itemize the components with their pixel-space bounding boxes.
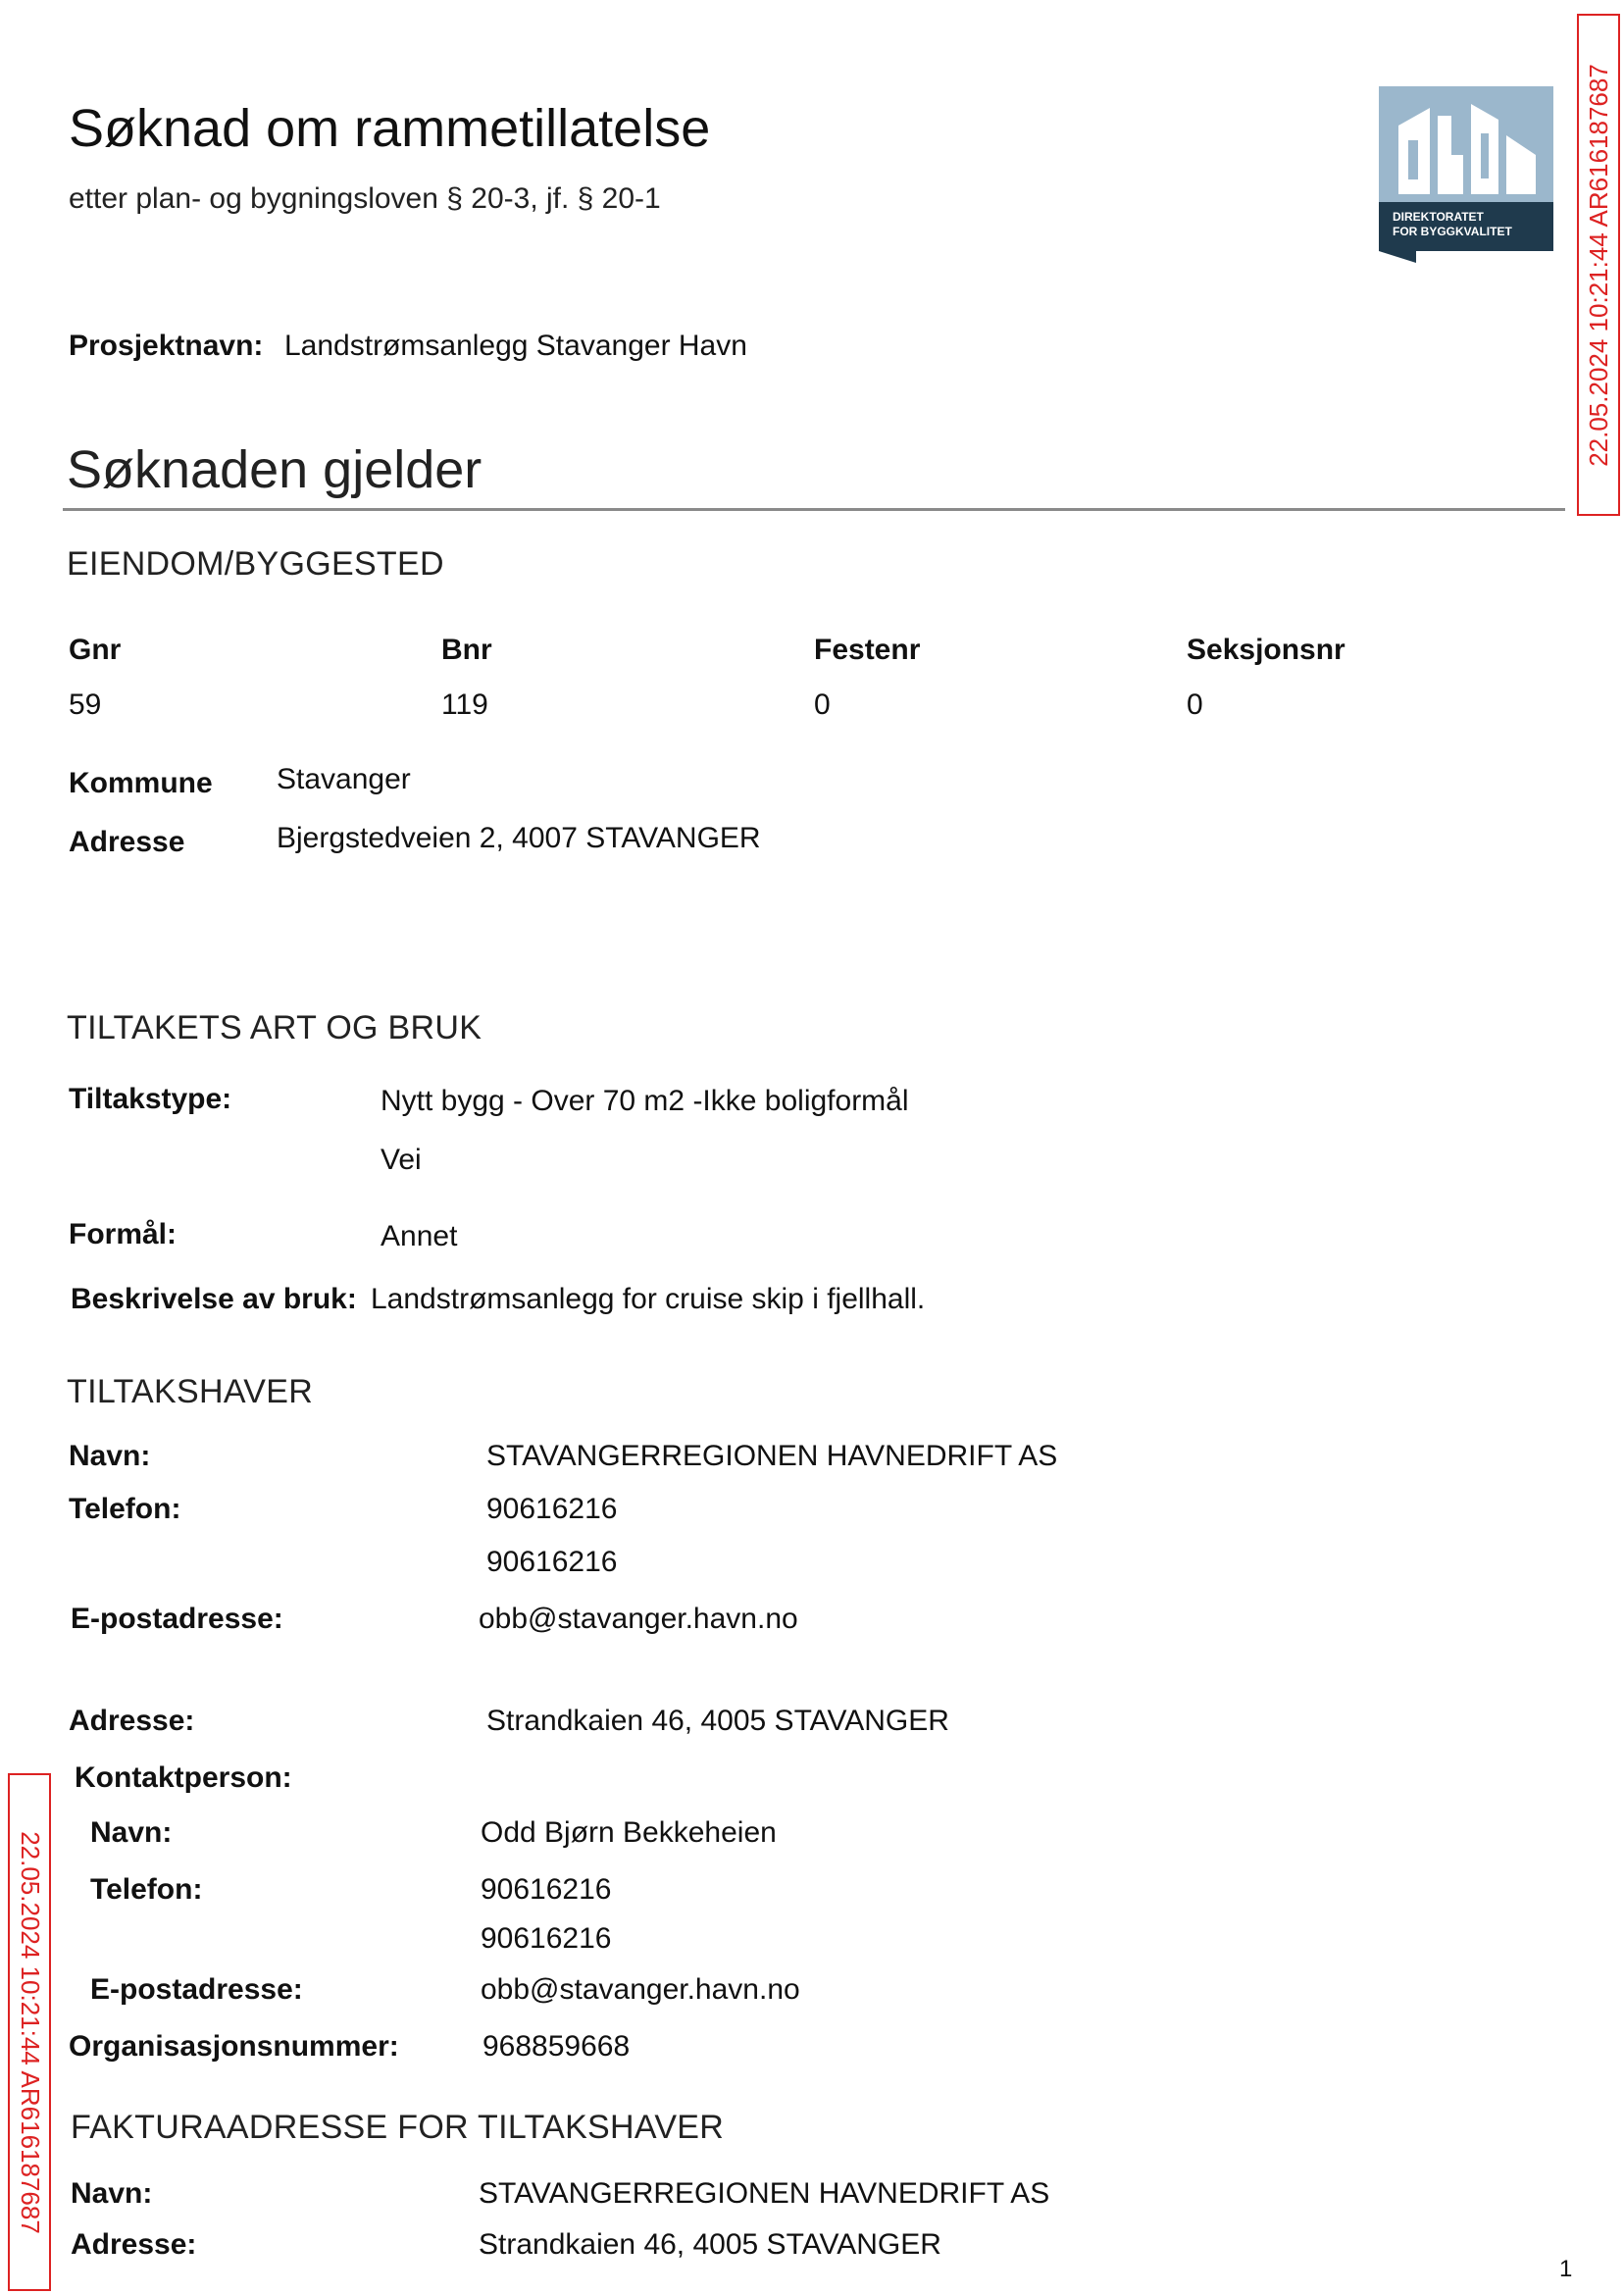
document-subtitle: etter plan- og bygningsloven § 20-3, jf. § 20-1 — [69, 182, 661, 215]
applicant-address-label: Adresse: — [69, 1705, 195, 1737]
logo-text-line1: DIREKTORATET — [1393, 210, 1484, 224]
page-number: 1 — [1559, 2256, 1573, 2282]
adresse-label: Adresse — [69, 826, 185, 858]
billing-name-label: Navn: — [71, 2177, 153, 2210]
logo-tab — [1379, 251, 1416, 263]
applicant-name-value: STAVANGERREGIONEN HAVNEDRIFT AS — [486, 1440, 1058, 1472]
contact-phone-value-1: 90616216 — [481, 1873, 612, 1906]
contact-email-value: obb@stavanger.havn.no — [481, 1973, 800, 2006]
adresse-value: Bjergstedveien 2, 4007 STAVANGER — [277, 822, 761, 854]
billing-address-value: Strandkaien 46, 4005 STAVANGER — [479, 2228, 941, 2261]
festenr-value: 0 — [814, 688, 831, 721]
measure-type-value-1: Nytt bygg - Over 70 m2 -Ikke boligformål — [381, 1085, 909, 1117]
contact-phone-label: Telefon: — [90, 1873, 203, 1906]
contact-person-label: Kontaktperson: — [75, 1761, 292, 1794]
gnr-label: Gnr — [69, 634, 122, 666]
usage-label: Beskrivelse av bruk: — [71, 1283, 357, 1315]
applicant-name-label: Navn: — [69, 1440, 151, 1472]
stamp-text: 22.05.2024 10:21:44 AR616187687 — [15, 1830, 45, 2234]
contact-email-label: E-postadresse: — [90, 1973, 303, 2006]
measure-type-value-2: Vei — [381, 1144, 422, 1176]
contact-phone-value-2: 90616216 — [481, 1922, 612, 1955]
timestamp-stamp-right — [1577, 14, 1620, 516]
contact-name-label: Navn: — [90, 1816, 173, 1849]
purpose-label: Formål: — [69, 1218, 178, 1250]
bnr-label: Bnr — [441, 634, 492, 666]
document-title: Søknad om rammetillatelse — [69, 99, 711, 158]
measure-type-label: Tiltakstype: — [69, 1083, 232, 1115]
project-name-label: Prosjektnavn: — [69, 330, 264, 362]
buildings-icon — [1379, 86, 1553, 202]
applicant-phone-label: Telefon: — [69, 1493, 181, 1525]
measure-heading: TILTAKETS ART OG BRUK — [67, 1009, 482, 1046]
property-heading: EIENDOM/BYGGESTED — [67, 545, 444, 583]
contact-name-value: Odd Bjørn Bekkeheien — [481, 1816, 777, 1849]
billing-heading: FAKTURAADRESSE FOR TILTAKSHAVER — [71, 2109, 725, 2146]
applicant-phone-value-1: 90616216 — [486, 1493, 618, 1525]
billing-address-label: Adresse: — [71, 2228, 197, 2261]
stamp-text: 22.05.2024 10:21:44 AR616187687 — [1583, 63, 1613, 467]
section-title: Søknaden gjelder — [67, 440, 482, 499]
purpose-value: Annet — [381, 1220, 458, 1252]
logo-text — [1393, 210, 1512, 239]
section-divider — [63, 508, 1565, 511]
kommune-label: Kommune — [69, 767, 213, 799]
project-name-value: Landstrømsanlegg Stavanger Havn — [284, 330, 747, 362]
timestamp-stamp-left — [8, 1773, 51, 2291]
bnr-value: 119 — [441, 688, 488, 721]
applicant-phone-value-2: 90616216 — [486, 1546, 618, 1578]
org-number-value: 968859668 — [482, 2030, 631, 2063]
dibk-logo — [1379, 86, 1553, 279]
applicant-heading: TILTAKSHAVER — [67, 1373, 314, 1410]
seksjonsnr-label: Seksjonsnr — [1187, 634, 1345, 666]
usage-value: Landstrømsanlegg for cruise skip i fjellhall. — [371, 1283, 926, 1315]
applicant-email-label: E-postadresse: — [71, 1603, 283, 1635]
applicant-address-value: Strandkaien 46, 4005 STAVANGER — [486, 1705, 949, 1737]
billing-name-value: STAVANGERREGIONEN HAVNEDRIFT AS — [479, 2177, 1050, 2210]
logo-text-line2: FOR BYGGKVALITET — [1393, 225, 1512, 238]
kommune-value: Stavanger — [277, 763, 411, 795]
org-number-label: Organisasjonsnummer: — [69, 2030, 399, 2063]
seksjonsnr-value: 0 — [1187, 688, 1203, 721]
applicant-email-value: obb@stavanger.havn.no — [479, 1603, 798, 1635]
gnr-value: 59 — [69, 688, 102, 721]
festenr-label: Festenr — [814, 634, 921, 666]
